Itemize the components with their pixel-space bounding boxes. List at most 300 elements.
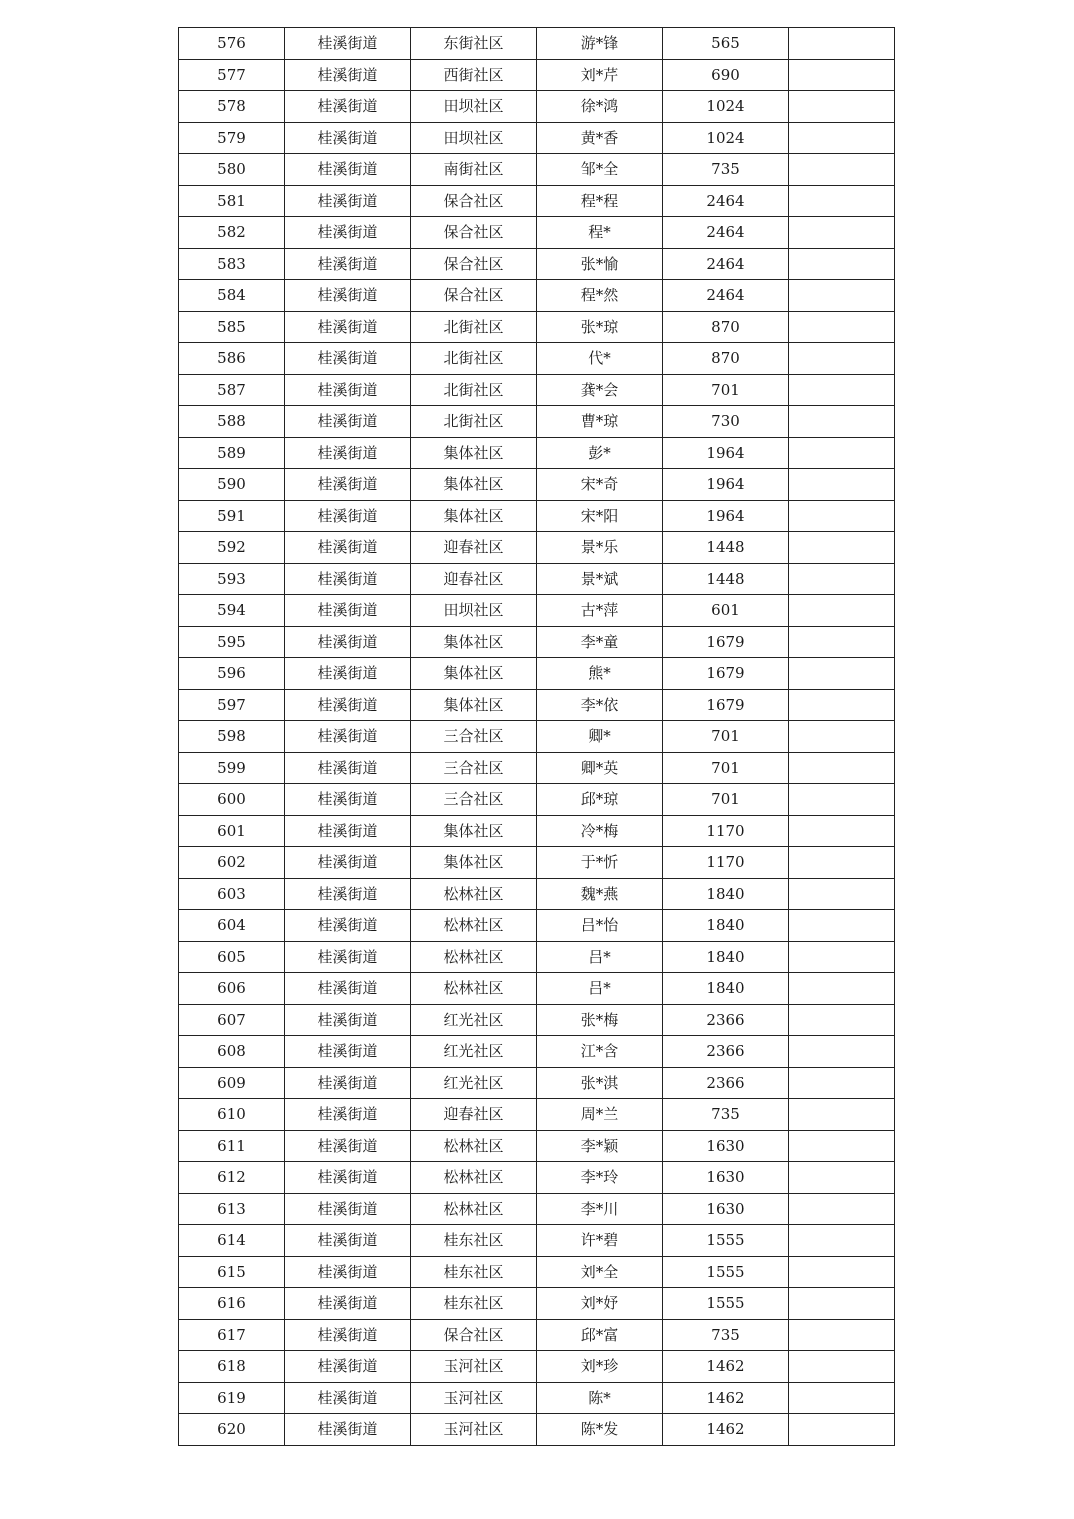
name-cell: 冷*梅 <box>537 815 663 847</box>
table-row <box>179 437 895 469</box>
row-number-cell: 606 <box>179 973 285 1005</box>
row-number-cell: 576 <box>179 28 285 60</box>
table-row <box>179 626 895 658</box>
row-number-cell: 595 <box>179 626 285 658</box>
table-row <box>179 815 895 847</box>
note-cell <box>789 28 895 60</box>
note-cell <box>789 1319 895 1351</box>
table-row <box>179 910 895 942</box>
name-cell: 刘*妤 <box>537 1288 663 1320</box>
name-cell: 魏*燕 <box>537 878 663 910</box>
table-row <box>179 59 895 91</box>
table-row <box>179 1067 895 1099</box>
row-number-cell: 580 <box>179 154 285 186</box>
community-cell: 玉河社区 <box>411 1414 537 1446</box>
name-cell: 邱*富 <box>537 1319 663 1351</box>
name-cell: 徐*鸿 <box>537 91 663 123</box>
amount-cell: 2366 <box>663 1004 789 1036</box>
name-cell: 代* <box>537 343 663 375</box>
street-cell: 桂溪街道 <box>285 941 411 973</box>
name-cell: 吕* <box>537 973 663 1005</box>
amount-cell: 1462 <box>663 1351 789 1383</box>
name-cell: 游*锋 <box>537 28 663 60</box>
street-cell: 桂溪街道 <box>285 1351 411 1383</box>
note-cell <box>789 154 895 186</box>
row-number-cell: 618 <box>179 1351 285 1383</box>
note-cell <box>789 1225 895 1257</box>
amount-cell: 1840 <box>663 941 789 973</box>
amount-cell: 1462 <box>663 1414 789 1446</box>
table-row <box>179 1225 895 1257</box>
note-cell <box>789 658 895 690</box>
community-cell: 集体社区 <box>411 626 537 658</box>
table-row <box>179 1099 895 1131</box>
amount-cell: 690 <box>663 59 789 91</box>
community-cell: 保合社区 <box>411 280 537 312</box>
note-cell <box>789 973 895 1005</box>
amount-cell: 1964 <box>663 500 789 532</box>
note-cell <box>789 311 895 343</box>
community-cell: 保合社区 <box>411 1319 537 1351</box>
street-cell: 桂溪街道 <box>285 59 411 91</box>
name-cell: 江*含 <box>537 1036 663 1068</box>
table-row <box>179 500 895 532</box>
table-row <box>179 689 895 721</box>
name-cell: 刘*珍 <box>537 1351 663 1383</box>
name-cell: 彭* <box>537 437 663 469</box>
table-row <box>179 878 895 910</box>
community-cell: 松林社区 <box>411 1162 537 1194</box>
note-cell <box>789 343 895 375</box>
community-cell: 北街社区 <box>411 406 537 438</box>
note-cell <box>789 280 895 312</box>
table-row <box>179 1288 895 1320</box>
name-cell: 邹*全 <box>537 154 663 186</box>
name-cell: 李*依 <box>537 689 663 721</box>
note-cell <box>789 122 895 154</box>
table-row <box>179 1414 895 1446</box>
street-cell: 桂溪街道 <box>285 626 411 658</box>
amount-cell: 2366 <box>663 1036 789 1068</box>
note-cell <box>789 1288 895 1320</box>
table-row <box>179 280 895 312</box>
community-cell: 南街社区 <box>411 154 537 186</box>
name-cell: 程*程 <box>537 185 663 217</box>
name-cell: 程*然 <box>537 280 663 312</box>
amount-cell: 1630 <box>663 1193 789 1225</box>
note-cell <box>789 1162 895 1194</box>
street-cell: 桂溪街道 <box>285 658 411 690</box>
amount-cell: 2366 <box>663 1067 789 1099</box>
row-number-cell: 604 <box>179 910 285 942</box>
row-number-cell: 596 <box>179 658 285 690</box>
note-cell <box>789 185 895 217</box>
table-row <box>179 563 895 595</box>
street-cell: 桂溪街道 <box>285 563 411 595</box>
row-number-cell: 617 <box>179 1319 285 1351</box>
note-cell <box>789 689 895 721</box>
row-number-cell: 579 <box>179 122 285 154</box>
community-cell: 田坝社区 <box>411 122 537 154</box>
community-cell: 保合社区 <box>411 248 537 280</box>
community-cell: 集体社区 <box>411 815 537 847</box>
amount-cell: 565 <box>663 28 789 60</box>
row-number-cell: 614 <box>179 1225 285 1257</box>
note-cell <box>789 784 895 816</box>
row-number-cell: 591 <box>179 500 285 532</box>
community-cell: 松林社区 <box>411 910 537 942</box>
amount-cell: 1555 <box>663 1225 789 1257</box>
community-cell: 松林社区 <box>411 1130 537 1162</box>
note-cell <box>789 1036 895 1068</box>
street-cell: 桂溪街道 <box>285 1256 411 1288</box>
street-cell: 桂溪街道 <box>285 1130 411 1162</box>
street-cell: 桂溪街道 <box>285 532 411 564</box>
community-cell: 三合社区 <box>411 752 537 784</box>
community-cell: 集体社区 <box>411 469 537 501</box>
street-cell: 桂溪街道 <box>285 1382 411 1414</box>
row-number-cell: 615 <box>179 1256 285 1288</box>
row-number-cell: 586 <box>179 343 285 375</box>
note-cell <box>789 1256 895 1288</box>
table-row <box>179 973 895 1005</box>
row-number-cell: 588 <box>179 406 285 438</box>
name-cell: 陈*发 <box>537 1414 663 1446</box>
street-cell: 桂溪街道 <box>285 910 411 942</box>
row-number-cell: 611 <box>179 1130 285 1162</box>
name-cell: 刘*全 <box>537 1256 663 1288</box>
amount-cell: 1679 <box>663 626 789 658</box>
table-row <box>179 1256 895 1288</box>
amount-cell: 1840 <box>663 878 789 910</box>
street-cell: 桂溪街道 <box>285 1319 411 1351</box>
name-cell: 熊* <box>537 658 663 690</box>
row-number-cell: 593 <box>179 563 285 595</box>
street-cell: 桂溪街道 <box>285 1036 411 1068</box>
name-cell: 刘*芹 <box>537 59 663 91</box>
row-number-cell: 609 <box>179 1067 285 1099</box>
table-row <box>179 532 895 564</box>
street-cell: 桂溪街道 <box>285 1162 411 1194</box>
row-number-cell: 600 <box>179 784 285 816</box>
community-cell: 松林社区 <box>411 1193 537 1225</box>
table-row <box>179 343 895 375</box>
name-cell: 李*玲 <box>537 1162 663 1194</box>
name-cell: 卿*英 <box>537 752 663 784</box>
note-cell <box>789 500 895 532</box>
table-row <box>179 248 895 280</box>
table-row <box>179 658 895 690</box>
amount-cell: 1170 <box>663 815 789 847</box>
community-cell: 集体社区 <box>411 658 537 690</box>
note-cell <box>789 469 895 501</box>
note-cell <box>789 721 895 753</box>
row-number-cell: 584 <box>179 280 285 312</box>
name-cell: 张*梅 <box>537 1004 663 1036</box>
note-cell <box>789 595 895 627</box>
community-cell: 红光社区 <box>411 1004 537 1036</box>
amount-cell: 735 <box>663 154 789 186</box>
amount-cell: 1448 <box>663 563 789 595</box>
community-cell: 玉河社区 <box>411 1351 537 1383</box>
table-row <box>179 406 895 438</box>
community-cell: 北街社区 <box>411 343 537 375</box>
amount-cell: 1555 <box>663 1256 789 1288</box>
amount-cell: 1679 <box>663 689 789 721</box>
note-cell <box>789 59 895 91</box>
note-cell <box>789 374 895 406</box>
name-cell: 龚*会 <box>537 374 663 406</box>
street-cell: 桂溪街道 <box>285 122 411 154</box>
street-cell: 桂溪街道 <box>285 721 411 753</box>
name-cell: 张*淇 <box>537 1067 663 1099</box>
community-cell: 桂东社区 <box>411 1288 537 1320</box>
note-cell <box>789 217 895 249</box>
table-row <box>179 847 895 879</box>
name-cell: 张*愉 <box>537 248 663 280</box>
street-cell: 桂溪街道 <box>285 406 411 438</box>
table-row <box>179 185 895 217</box>
name-cell: 李*颖 <box>537 1130 663 1162</box>
community-cell: 东街社区 <box>411 28 537 60</box>
table-row <box>179 1036 895 1068</box>
community-cell: 保合社区 <box>411 217 537 249</box>
amount-cell: 1630 <box>663 1130 789 1162</box>
amount-cell: 1840 <box>663 973 789 1005</box>
name-cell: 吕*怡 <box>537 910 663 942</box>
street-cell: 桂溪街道 <box>285 437 411 469</box>
data-table <box>178 27 895 1446</box>
table-row <box>179 721 895 753</box>
row-number-cell: 578 <box>179 91 285 123</box>
street-cell: 桂溪街道 <box>285 343 411 375</box>
note-cell <box>789 878 895 910</box>
note-cell <box>789 626 895 658</box>
table-row <box>179 154 895 186</box>
note-cell <box>789 563 895 595</box>
community-cell: 北街社区 <box>411 311 537 343</box>
name-cell: 景*乐 <box>537 532 663 564</box>
street-cell: 桂溪街道 <box>285 1288 411 1320</box>
note-cell <box>789 248 895 280</box>
row-number-cell: 601 <box>179 815 285 847</box>
street-cell: 桂溪街道 <box>285 91 411 123</box>
community-cell: 迎春社区 <box>411 563 537 595</box>
note-cell <box>789 1067 895 1099</box>
name-cell: 陈* <box>537 1382 663 1414</box>
name-cell: 曹*琼 <box>537 406 663 438</box>
name-cell: 李*川 <box>537 1193 663 1225</box>
table-row <box>179 1351 895 1383</box>
note-cell <box>789 941 895 973</box>
amount-cell: 1170 <box>663 847 789 879</box>
street-cell: 桂溪街道 <box>285 752 411 784</box>
amount-cell: 870 <box>663 343 789 375</box>
row-number-cell: 581 <box>179 185 285 217</box>
street-cell: 桂溪街道 <box>285 973 411 1005</box>
note-cell <box>789 91 895 123</box>
row-number-cell: 598 <box>179 721 285 753</box>
row-number-cell: 616 <box>179 1288 285 1320</box>
community-cell: 集体社区 <box>411 847 537 879</box>
name-cell: 黄*香 <box>537 122 663 154</box>
community-cell: 迎春社区 <box>411 532 537 564</box>
name-cell: 张*琼 <box>537 311 663 343</box>
street-cell: 桂溪街道 <box>285 1225 411 1257</box>
note-cell <box>789 1414 895 1446</box>
name-cell: 许*碧 <box>537 1225 663 1257</box>
street-cell: 桂溪街道 <box>285 878 411 910</box>
amount-cell: 701 <box>663 752 789 784</box>
table-row <box>179 595 895 627</box>
note-cell <box>789 815 895 847</box>
row-number-cell: 585 <box>179 311 285 343</box>
note-cell <box>789 1099 895 1131</box>
street-cell: 桂溪街道 <box>285 1099 411 1131</box>
street-cell: 桂溪街道 <box>285 469 411 501</box>
amount-cell: 2464 <box>663 280 789 312</box>
amount-cell: 870 <box>663 311 789 343</box>
note-cell <box>789 1382 895 1414</box>
row-number-cell: 590 <box>179 469 285 501</box>
street-cell: 桂溪街道 <box>285 1004 411 1036</box>
community-cell: 田坝社区 <box>411 91 537 123</box>
amount-cell: 2464 <box>663 248 789 280</box>
row-number-cell: 612 <box>179 1162 285 1194</box>
amount-cell: 1448 <box>663 532 789 564</box>
community-cell: 三合社区 <box>411 784 537 816</box>
community-cell: 红光社区 <box>411 1067 537 1099</box>
name-cell: 邱*琼 <box>537 784 663 816</box>
note-cell <box>789 1193 895 1225</box>
row-number-cell: 587 <box>179 374 285 406</box>
table-row <box>179 91 895 123</box>
street-cell: 桂溪街道 <box>285 847 411 879</box>
amount-cell: 701 <box>663 784 789 816</box>
community-cell: 松林社区 <box>411 878 537 910</box>
name-cell: 古*萍 <box>537 595 663 627</box>
community-cell: 松林社区 <box>411 973 537 1005</box>
community-cell: 玉河社区 <box>411 1382 537 1414</box>
community-cell: 集体社区 <box>411 500 537 532</box>
table-row <box>179 374 895 406</box>
name-cell: 宋*阳 <box>537 500 663 532</box>
table-row <box>179 1193 895 1225</box>
note-cell <box>789 406 895 438</box>
street-cell: 桂溪街道 <box>285 185 411 217</box>
table-row <box>179 752 895 784</box>
table-row <box>179 122 895 154</box>
street-cell: 桂溪街道 <box>285 248 411 280</box>
amount-cell: 601 <box>663 595 789 627</box>
street-cell: 桂溪街道 <box>285 1414 411 1446</box>
name-cell: 周*兰 <box>537 1099 663 1131</box>
note-cell <box>789 1130 895 1162</box>
table-row <box>179 469 895 501</box>
street-cell: 桂溪街道 <box>285 500 411 532</box>
row-number-cell: 610 <box>179 1099 285 1131</box>
name-cell: 宋*奇 <box>537 469 663 501</box>
row-number-cell: 602 <box>179 847 285 879</box>
community-cell: 集体社区 <box>411 437 537 469</box>
amount-cell: 730 <box>663 406 789 438</box>
community-cell: 松林社区 <box>411 941 537 973</box>
amount-cell: 1840 <box>663 910 789 942</box>
table-row <box>179 1319 895 1351</box>
street-cell: 桂溪街道 <box>285 689 411 721</box>
community-cell: 保合社区 <box>411 185 537 217</box>
street-cell: 桂溪街道 <box>285 311 411 343</box>
name-cell: 吕* <box>537 941 663 973</box>
note-cell <box>789 437 895 469</box>
note-cell <box>789 1004 895 1036</box>
row-number-cell: 594 <box>179 595 285 627</box>
table-row <box>179 1004 895 1036</box>
street-cell: 桂溪街道 <box>285 815 411 847</box>
street-cell: 桂溪街道 <box>285 784 411 816</box>
street-cell: 桂溪街道 <box>285 374 411 406</box>
name-cell: 景*斌 <box>537 563 663 595</box>
table-row <box>179 311 895 343</box>
street-cell: 桂溪街道 <box>285 1193 411 1225</box>
table-row <box>179 1162 895 1194</box>
table-body <box>179 28 895 1446</box>
street-cell: 桂溪街道 <box>285 595 411 627</box>
amount-cell: 1555 <box>663 1288 789 1320</box>
note-cell <box>789 910 895 942</box>
amount-cell: 735 <box>663 1319 789 1351</box>
street-cell: 桂溪街道 <box>285 28 411 60</box>
row-number-cell: 577 <box>179 59 285 91</box>
row-number-cell: 603 <box>179 878 285 910</box>
community-cell: 田坝社区 <box>411 595 537 627</box>
community-cell: 北街社区 <box>411 374 537 406</box>
row-number-cell: 608 <box>179 1036 285 1068</box>
row-number-cell: 607 <box>179 1004 285 1036</box>
note-cell <box>789 847 895 879</box>
community-cell: 桂东社区 <box>411 1256 537 1288</box>
name-cell: 程* <box>537 217 663 249</box>
row-number-cell: 605 <box>179 941 285 973</box>
table-row <box>179 1130 895 1162</box>
street-cell: 桂溪街道 <box>285 280 411 312</box>
row-number-cell: 582 <box>179 217 285 249</box>
table-row <box>179 217 895 249</box>
row-number-cell: 599 <box>179 752 285 784</box>
community-cell: 西街社区 <box>411 59 537 91</box>
name-cell: 于*忻 <box>537 847 663 879</box>
community-cell: 集体社区 <box>411 689 537 721</box>
name-cell: 卿* <box>537 721 663 753</box>
community-cell: 三合社区 <box>411 721 537 753</box>
community-cell: 桂东社区 <box>411 1225 537 1257</box>
note-cell <box>789 1351 895 1383</box>
note-cell <box>789 752 895 784</box>
row-number-cell: 597 <box>179 689 285 721</box>
row-number-cell: 583 <box>179 248 285 280</box>
table-row <box>179 941 895 973</box>
amount-cell: 1024 <box>663 122 789 154</box>
name-cell: 李*童 <box>537 626 663 658</box>
amount-cell: 1964 <box>663 469 789 501</box>
street-cell: 桂溪街道 <box>285 154 411 186</box>
table-row <box>179 28 895 60</box>
row-number-cell: 592 <box>179 532 285 564</box>
street-cell: 桂溪街道 <box>285 217 411 249</box>
amount-cell: 701 <box>663 374 789 406</box>
row-number-cell: 620 <box>179 1414 285 1446</box>
row-number-cell: 613 <box>179 1193 285 1225</box>
